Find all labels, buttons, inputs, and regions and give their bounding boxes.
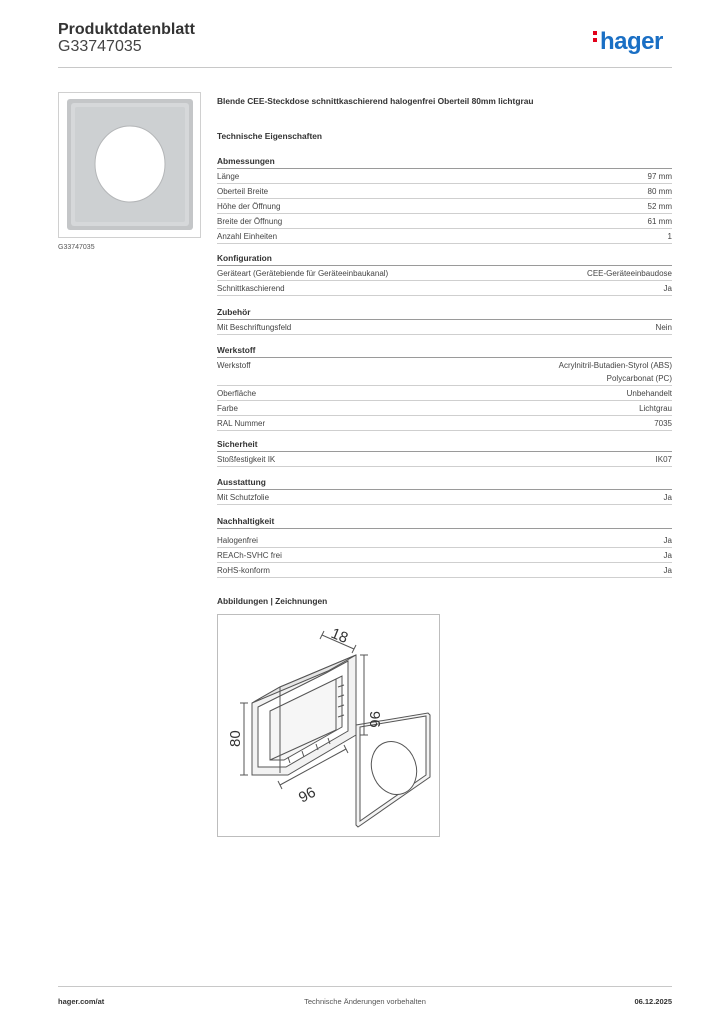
table-row bbox=[217, 199, 672, 214]
product-id: G33747035 bbox=[58, 38, 142, 55]
row-label: Oberfläche bbox=[217, 389, 257, 398]
row-value: Polycarbonat (PC) bbox=[606, 374, 672, 383]
section-nachhaltigkeit bbox=[217, 514, 672, 578]
row-label: Farbe bbox=[217, 404, 238, 413]
cover-plate-image bbox=[59, 93, 200, 237]
row-value: Lichtgrau bbox=[639, 404, 672, 413]
row-value: 80 mm bbox=[647, 187, 672, 196]
row-value: 61 mm bbox=[647, 217, 672, 226]
header-divider bbox=[58, 67, 672, 68]
product-title: Blende CEE-Steckdose schnittkaschierend halogenfrei Oberteil 80mm lichtgrau bbox=[217, 96, 534, 106]
row-label: Höhe der Öffnung bbox=[217, 202, 281, 211]
row-label: Anzahl Einheiten bbox=[217, 232, 278, 241]
row-value: 97 mm bbox=[647, 172, 672, 181]
hager-logo[interactable] bbox=[593, 28, 663, 56]
table-row bbox=[217, 452, 672, 467]
row-value: 7035 bbox=[654, 419, 672, 428]
section-ausstattung bbox=[217, 475, 672, 505]
technical-drawing bbox=[217, 614, 440, 837]
tech-properties-title: Technische Eigenschaften bbox=[217, 131, 323, 141]
table-row bbox=[217, 266, 672, 281]
row-label: Länge bbox=[217, 172, 240, 181]
row-label: Werkstoff bbox=[217, 361, 251, 370]
thumbnail-caption: G33747035 bbox=[58, 244, 95, 251]
row-label: Geräteart (Gerätebiende für Geräteeinbaukanal) bbox=[217, 269, 389, 278]
table-row bbox=[217, 563, 672, 578]
row-label: RoHS-konform bbox=[217, 566, 270, 575]
table-row bbox=[217, 490, 672, 505]
dim-top-label: 18 bbox=[328, 624, 351, 647]
row-label: Halogenfrei bbox=[217, 536, 258, 545]
table-row bbox=[217, 416, 672, 431]
section-title: Nachhaltigkeit bbox=[217, 514, 672, 529]
row-label: Stoßfestigkeit IK bbox=[217, 455, 276, 464]
section-title: Ausstattung bbox=[217, 475, 672, 490]
section-konfiguration bbox=[217, 251, 672, 296]
header-title: Produktdatenblatt bbox=[58, 21, 195, 38]
footer-website-link[interactable]: hager.com/at bbox=[58, 997, 105, 1006]
table-row bbox=[217, 548, 672, 563]
row-value: Ja bbox=[663, 284, 672, 293]
row-value: Unbehandelt bbox=[626, 389, 672, 398]
table-row bbox=[217, 184, 672, 199]
row-label: Oberteil Breite bbox=[217, 187, 269, 196]
footer-disclaimer: Technische Änderungen vorbehalten bbox=[304, 997, 426, 1006]
row-label: Mit Schutzfolie bbox=[217, 493, 270, 502]
dim-height-label: 80 bbox=[227, 730, 244, 747]
row-value: Ja bbox=[663, 536, 672, 545]
table-row bbox=[217, 401, 672, 416]
row-value: IK07 bbox=[655, 455, 672, 464]
row-label: REACh-SVHC frei bbox=[217, 551, 282, 560]
table-row bbox=[217, 533, 672, 548]
table-row bbox=[217, 386, 672, 401]
table-row bbox=[217, 169, 672, 184]
logo-dots-icon bbox=[593, 31, 598, 45]
row-value: 1 bbox=[667, 232, 672, 241]
figures-title: Abbildungen | Zeichnungen bbox=[217, 596, 328, 606]
section-abmessungen bbox=[217, 154, 672, 244]
section-title: Sicherheit bbox=[217, 437, 672, 452]
section-title: Konfiguration bbox=[217, 251, 672, 266]
section-title: Abmessungen bbox=[217, 154, 672, 169]
table-row bbox=[217, 281, 672, 296]
dimension-drawing bbox=[218, 615, 439, 836]
row-label: Mit Beschriftungsfeld bbox=[217, 323, 292, 332]
table-row bbox=[217, 358, 672, 386]
logo-text: hager bbox=[600, 28, 663, 55]
row-value: Nein bbox=[655, 323, 672, 332]
row-value: Ja bbox=[663, 551, 672, 560]
section-zubehoer bbox=[217, 305, 672, 335]
product-thumbnail bbox=[58, 92, 201, 238]
table-row bbox=[217, 320, 672, 335]
dim-side-label: 96 bbox=[366, 711, 383, 728]
row-value-multi bbox=[559, 359, 672, 385]
row-value: Ja bbox=[663, 566, 672, 575]
footer-date: 06.12.2025 bbox=[634, 997, 672, 1006]
row-value: 52 mm bbox=[647, 202, 672, 211]
section-title: Zubehör bbox=[217, 305, 672, 320]
section-sicherheit bbox=[217, 437, 672, 467]
dim-bottom-label: 96 bbox=[295, 783, 319, 807]
row-value: Acrylnitril-Butadien-Styrol (ABS) bbox=[558, 361, 672, 370]
row-label: RAL Nummer bbox=[217, 419, 266, 428]
footer-divider bbox=[58, 986, 672, 987]
row-label: Schnittkaschierend bbox=[217, 284, 285, 293]
section-werkstoff bbox=[217, 343, 672, 431]
row-value: CEE-Geräteeinbaudose bbox=[587, 269, 672, 278]
table-row bbox=[217, 229, 672, 244]
section-title: Werkstoff bbox=[217, 343, 672, 358]
table-row bbox=[217, 214, 672, 229]
row-value: Ja bbox=[663, 493, 672, 502]
row-label: Breite der Öffnung bbox=[217, 217, 283, 226]
